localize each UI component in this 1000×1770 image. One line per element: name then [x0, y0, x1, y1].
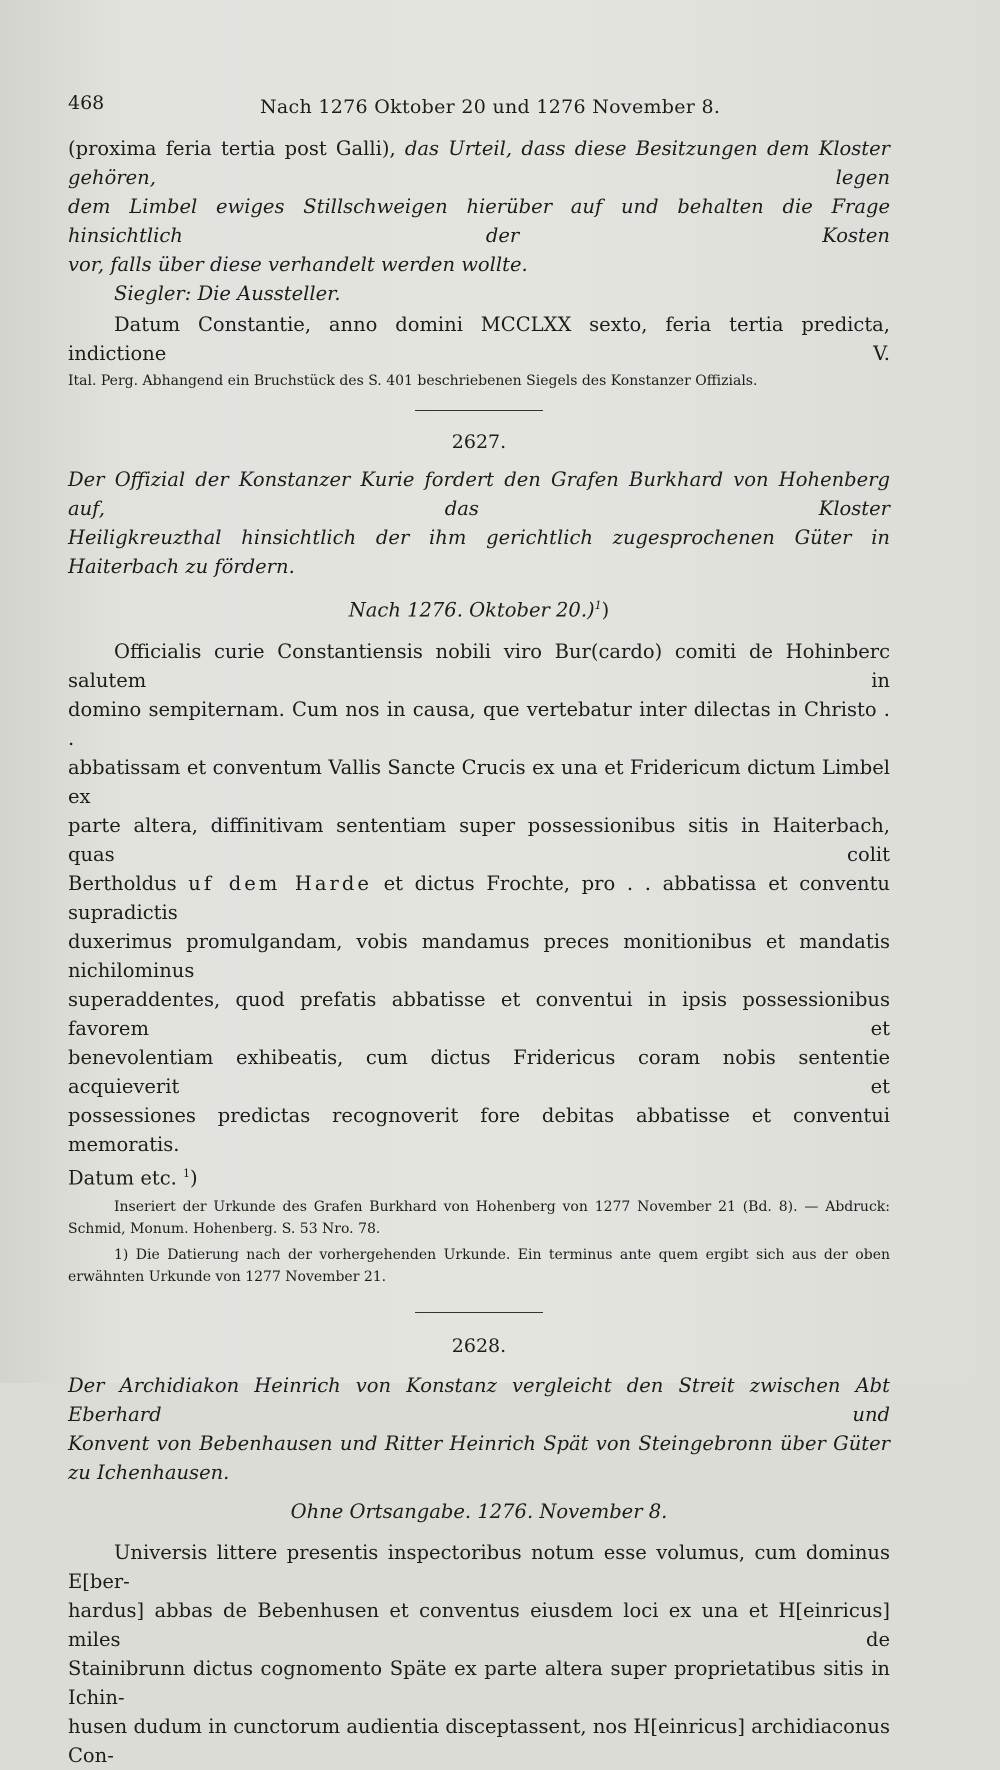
footnote-line-2: erwähnten Urkunde von 1277 November 21.	[68, 1269, 387, 1285]
running-head	[68, 88, 890, 126]
siegler-line	[68, 279, 890, 308]
text-line: domino sempiternam. Cum nos in causa, que vertebatur inter dilectas in Christo . .	[68, 697, 890, 750]
previous-document-tail	[68, 134, 890, 392]
prev-line-3: vor, falls über diese verhandelt werden wollte.	[68, 253, 528, 276]
text-line: hardus] abbas de Bebenhusen et conventus eiusdem loci ex una et H[einricus] miles de	[68, 1599, 890, 1651]
text-line: husen dudum in cunctorum audientia disceptassent, nos H[einricus] archidiaconus Con-	[68, 1715, 890, 1767]
section-divider	[415, 410, 543, 411]
document-text	[68, 1538, 890, 1770]
text-line: abbatissam et conventum Vallis Sancte Crucis ex una et Fridericum dictum Limbel ex	[68, 755, 890, 808]
page-content	[68, 88, 890, 1770]
document-2628	[68, 1335, 890, 1770]
summary-line-1: Der Offizial der Konstanzer Kurie fordert den Grafen Burkhard von Hohenberg auf, das Kloster	[68, 468, 890, 520]
page-number: 468	[68, 92, 105, 114]
siegler-label: Siegler:	[114, 282, 192, 305]
text-line: Universis littere presentis inspectoribus notum esse volumus, cum dominus E[ber-	[68, 1541, 890, 1593]
document-2627	[68, 431, 890, 1288]
archival-note-line-2: Schmid, Monum. Hohenberg. S. 53 Nro. 78.	[68, 1221, 381, 1237]
document-date: Nach 1276. Oktober 20.)$^1$)	[348, 598, 610, 622]
document-number: 2627.	[451, 431, 507, 453]
spaced-placename: uf dem Harde	[188, 871, 372, 895]
archival-note	[68, 1196, 890, 1240]
running-title: Nach 1276 Oktober 20 und 1276 November 8.	[260, 96, 721, 118]
text-line: Stainibrunn dictus cognomento Späte ex parte altera super proprietatibus sitis in Ichin-	[68, 1657, 890, 1709]
text-line: duxerimus promulgandam, vobis mandamus preces monitionibus et mandatis nichilominus	[68, 929, 890, 982]
summary-line-2: Konvent von Bebenhausen und Ritter Heinrich Spät von Steingebronn über Güter zu Ichenhausen.	[68, 1432, 890, 1484]
text-line: parte altera, diffinitivam sententiam super possessionibus sitis in Haiterbach, quas colit	[68, 813, 890, 866]
summary-line-2: Heiligkreuzthal hinsichtlich der ihm gerichtlich zugesprochenen Güter in Haiterbach zu fördern.	[68, 526, 890, 578]
prev-datum: Datum Constantie, anno domini MCCLXX sexto, feria tertia predicta, indictione V.	[68, 313, 890, 365]
prev-line-2: dem Limbel ewiges Stillschweigen hierüber auf und behalten die Frage hinsichtlich der Kosten	[68, 195, 890, 247]
text-line: superaddentes, quod prefatis abbatisse et conventui in ipsis possessionibus favorem et	[68, 987, 890, 1040]
document-text	[68, 637, 890, 1193]
prev-archival-note: Ital. Perg. Abhangend ein Bruchstück des S. 401 beschriebenen Siegels des Konstanzer Offizials.	[68, 373, 758, 389]
text-line: Datum etc. $^1$)	[68, 1166, 198, 1189]
footnote-line-1: 1) Die Datierung nach der vorhergehenden Urkunde. Ein terminus ante quem ergibt sich aus der oben	[114, 1247, 890, 1263]
text-line: Officialis curie Constantiensis nobili viro Bur(cardo) comiti de Hohinberc salutem in	[68, 639, 890, 692]
text-line: benevolentiam exhibeatis, cum dictus Fridericus coram nobis sententie acquieverit et	[68, 1045, 890, 1098]
archival-note-line-1: Inseriert der Urkunde des Grafen Burkhard von Hohenberg von 1277 November 21 (Bd. 8). — Abdruck:	[114, 1199, 890, 1215]
prev-line-1: (proxima feria tertia post Galli), das Urteil, dass diese Besitzungen dem Kloster gehören, legen	[68, 137, 890, 189]
document-date: Ohne Ortsangabe. 1276. November 8.	[290, 1500, 668, 1523]
section-divider	[415, 1312, 543, 1313]
document-number: 2628.	[451, 1335, 507, 1357]
text-line: possessiones predictas recognoverit fore debitas abbatisse et conventui memoratis.	[68, 1103, 890, 1156]
summary-line-1: Der Archidiakon Heinrich von Konstanz vergleicht den Streit zwischen Abt Eberhard und	[68, 1374, 890, 1426]
footnote	[68, 1244, 890, 1288]
text-line: Bertholdus uf dem Harde et dictus Frochte, pro . . abbatissa et conventu supradictis	[68, 871, 890, 924]
siegler-value: Die Aussteller.	[197, 282, 341, 305]
